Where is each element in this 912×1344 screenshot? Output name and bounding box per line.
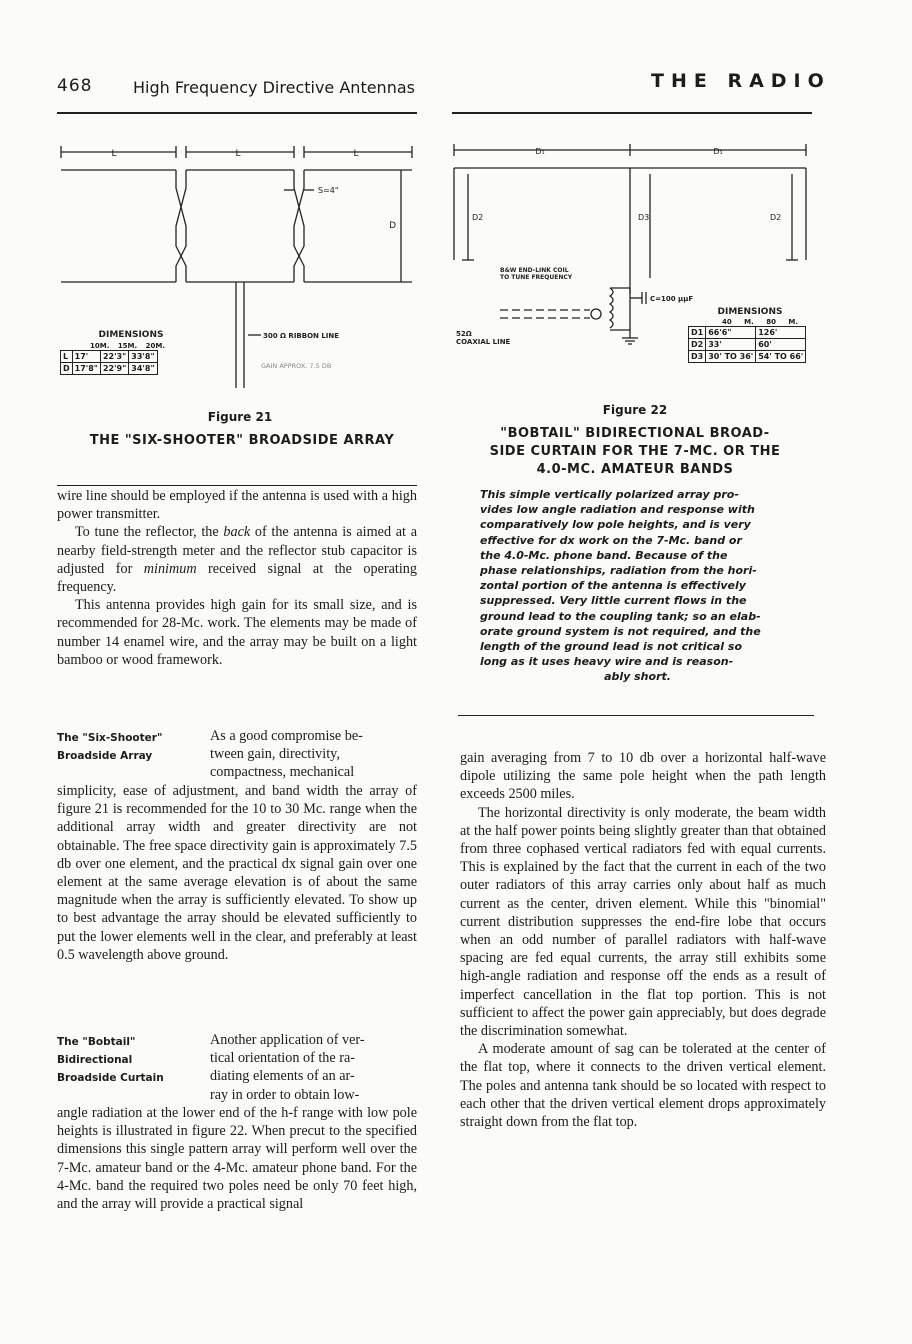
- fig22-dims-title: DIMENSIONS: [717, 307, 783, 317]
- note-line: comparatively low pole heights, and is very: [480, 518, 751, 532]
- fig22-label-d3: D3: [638, 213, 650, 222]
- table-cell: 126': [756, 327, 806, 339]
- band-10m: 10M.: [90, 342, 110, 350]
- section-title: THE RADIO: [651, 70, 831, 92]
- sidehead-bobtail: [57, 1033, 202, 1087]
- table-cell: 33'8": [129, 351, 157, 363]
- note-line: suppressed. Very little current flows in the: [480, 594, 747, 608]
- table-row: [689, 339, 806, 351]
- text-run: To tune the reflector, the: [75, 524, 224, 541]
- table-row: [689, 351, 806, 363]
- note-line: orate ground system is not required, and the: [480, 624, 761, 638]
- fig21-label-l3: L: [353, 149, 359, 159]
- note-line: long as it uses heavy wire and is reason-: [480, 655, 734, 669]
- sec1-body: [57, 782, 417, 964]
- sidehead-line: Bidirectional: [57, 1054, 133, 1066]
- fig22-label-d2a: D2: [472, 213, 484, 222]
- fig22-figure-label: Figure 22: [602, 403, 668, 417]
- row-label: D: [61, 363, 73, 375]
- table-cell: 17': [72, 351, 100, 363]
- sidehead-line: Broadside Array: [57, 750, 153, 762]
- header-rule-right: [452, 112, 812, 114]
- note-line: effective for dx work on the 7-Mc. band or: [480, 533, 742, 547]
- header-rule-left: [57, 112, 417, 114]
- note-line: This simple vertically polarized array pro-: [480, 488, 739, 501]
- table-cell: 22'9": [100, 363, 128, 375]
- fig21-figure-label: Figure 21: [207, 410, 273, 424]
- right-column: [460, 749, 826, 1131]
- fig22-cap-label: C=100 µµF: [650, 295, 694, 303]
- paragraph: A moderate amount of sag can be tolerated at the center of the flat top, where it connects to the driven vertical element. The poles and antenna tank should be so located with respect to each other that the driven vertical element drops approximately straight down from the flat top.: [460, 1041, 826, 1131]
- sidehead-six-shooter: [57, 729, 202, 765]
- fig21-caption: THE "SIX-SHOOTER" BROADSIDE ARRAY: [89, 433, 395, 448]
- paragraph: gain averaging from 7 to 10 db over a horizontal half-wave dipole utilizing the same pole height when the path length exceeds 2500 miles.: [460, 750, 826, 803]
- fig21-label-l2: L: [235, 149, 241, 159]
- text-line: tween gain, directivity,: [210, 746, 340, 763]
- fig21-label-d: D: [389, 221, 396, 231]
- sidehead-line: The "Bobtail": [57, 1036, 136, 1048]
- text-line: diating elements of an ar-: [210, 1068, 355, 1085]
- text-line: compactness, mechanical: [210, 764, 355, 781]
- sidehead-line: The "Six-Shooter": [57, 732, 163, 744]
- fig21-bands-header: [60, 342, 165, 350]
- fig22-label-d2b: D2: [770, 213, 782, 222]
- fig22-coil-label-2: TO TUNE FREQUENCY: [500, 274, 573, 281]
- note-line: length of the ground lead is not critical so: [480, 640, 743, 654]
- table-cell: 22'3": [100, 351, 128, 363]
- paragraph: The horizontal directivity is only moderate, the beam width at the half power points being slightly greater than that obtained from three cophased vertical radiators fed with equal currents. This is explained by the fact that the current in each of the two outer radiators of this array carries only about half as much current as the center, driven element. While this "binomial" current distribution suppresses the end-fire lobe that occurs when an odd number of parallel radiators with half-wave spacing are fed equal currents, the array still exhibits some high-angle radiation and response off the ends as a result of imperfect cancellation in the flat top portion. This is not sufficient to affect the power gain appreciably, but does degrade the discrimination somewhat.: [460, 804, 826, 1040]
- paragraph: wire line should be employed if the antenna is used with a high power transmitter.: [57, 488, 417, 523]
- text-run: received signal at the operating frequency.: [57, 560, 417, 596]
- fig22-table: [688, 326, 806, 363]
- fig21-label-s: S=4": [318, 186, 339, 195]
- fig21-rule: [57, 485, 417, 486]
- emphasis: minimum: [143, 560, 197, 577]
- note-line: ably short.: [604, 670, 671, 684]
- table-row: [689, 327, 806, 339]
- fig21-dims-title: DIMENSIONS: [98, 330, 164, 340]
- band-80m: 80 M.: [766, 318, 799, 326]
- paragraph: angle radiation at the lower end of the h-f range with low pole heights is illustrated in figure 22. When precut to the specified dimensions this single pattern array will perform well over the 7-Mc. amateur band or the 4-Mc. amateur phone band. For the 4-Mc. band the required two poles need be only 70 feet high, and the array will provide a practical signal: [57, 1105, 417, 1213]
- table-row: [61, 363, 158, 375]
- running-title: High Frequency Directive Antennas: [133, 78, 415, 97]
- table-cell: 34'8": [129, 363, 157, 375]
- fig22-note: [480, 487, 795, 685]
- fig21-label-l1: L: [111, 149, 117, 159]
- row-label: D3: [689, 351, 706, 363]
- fig22-feed-label-1: 52Ω: [456, 330, 472, 338]
- fig22-caption: [465, 425, 805, 479]
- fig22-label-d1b: D₁: [713, 147, 723, 156]
- note-line: ground lead to the coupling tank; so an elab-: [480, 609, 761, 623]
- fig22-coil-label-1: B&W END-LINK COIL: [500, 267, 569, 274]
- fig22-label-d1a: D₁: [535, 147, 545, 156]
- fig21-feed-label: 300 Ω RIBBON LINE: [263, 332, 340, 340]
- fig22-feed-label-2: COAXIAL LINE: [456, 338, 511, 346]
- paragraph: [57, 523, 417, 596]
- fig22-caption-line2: SIDE CURTAIN FOR THE 7-MC. OR THE: [489, 444, 781, 459]
- band-15m: 15M.: [117, 342, 138, 350]
- band-40m: 40 M.: [722, 318, 754, 326]
- row-label: L: [61, 351, 73, 363]
- fig21-table: [60, 350, 158, 375]
- note-line: phase relationships, radiation from the hori-: [480, 564, 757, 578]
- left-column-top: [57, 487, 417, 669]
- table-row: [61, 351, 158, 363]
- sidehead-line: Broadside Curtain: [57, 1072, 164, 1084]
- table-cell: 60': [756, 339, 806, 351]
- table-cell: 33': [706, 339, 756, 351]
- text-run: of the antenna is aimed at a nearby field-strength meter and the reflector stub capacitor is adjusted for: [57, 524, 417, 577]
- table-cell: 17'8": [72, 363, 100, 375]
- note-line: zontal portion of the antenna is effectively: [480, 579, 746, 593]
- page-number: 468: [57, 76, 93, 96]
- row-label: D1: [689, 327, 706, 339]
- note-line: the 4.0-Mc. phone band. Because of the: [480, 548, 728, 562]
- table-cell: 66'6": [706, 327, 756, 339]
- fig22-bands-header: [688, 318, 806, 326]
- fig21-gain-label: GAIN APPROX. 7.5 DB: [261, 362, 332, 370]
- text-line: Another application of ver-: [210, 1032, 365, 1048]
- band-20m: 20M.: [145, 342, 165, 350]
- text-line: ray in order to obtain low-: [210, 1086, 360, 1103]
- fig22-rule: [458, 715, 814, 716]
- text-line: tical orientation of the ra-: [210, 1050, 355, 1067]
- fig22-dims-table: [688, 318, 806, 363]
- row-label: D2: [689, 339, 706, 351]
- emphasis: back: [223, 524, 251, 541]
- fig22-caption-line1: "BOBTAIL" BIDIRECTIONAL BROAD-: [500, 426, 770, 441]
- paragraph: simplicity, ease of adjustment, and band width the array of figure 21 is recommended for the 10 to 30 Mc. range when the additional array width and greater directivity are not obtainable. The free space directivity gain is approximately 7.5 db over one element, and the practical dx signal gain over one element at the same average elevation is of about the same magnitude when the array is sufficiently elevated. To show up to best advantage the array should be elevated sufficiently to put the lower elements well in the clear, and preferably at least 0.5 wavelength above ground.: [57, 783, 417, 963]
- note-line: vides low angle radiation and response with: [480, 503, 755, 517]
- fig21-dims-table: [60, 342, 165, 375]
- fig22-caption-line3: 4.0-MC. AMATEUR BANDS: [536, 462, 734, 477]
- text-line: As a good compromise be-: [210, 728, 363, 744]
- sec2-indented: [210, 1031, 417, 1104]
- table-cell: 54' TO 66': [756, 351, 806, 363]
- sec1-indented: [210, 727, 417, 782]
- table-cell: 30' TO 36': [706, 351, 756, 363]
- paragraph: This antenna provides high gain for its small size, and is recommended for 28-Mc. work. The elements may be made of number 14 enamel wire, and the array may be built on a light bamboo or wood framework.: [57, 597, 417, 668]
- sec2-body: [57, 1104, 417, 1213]
